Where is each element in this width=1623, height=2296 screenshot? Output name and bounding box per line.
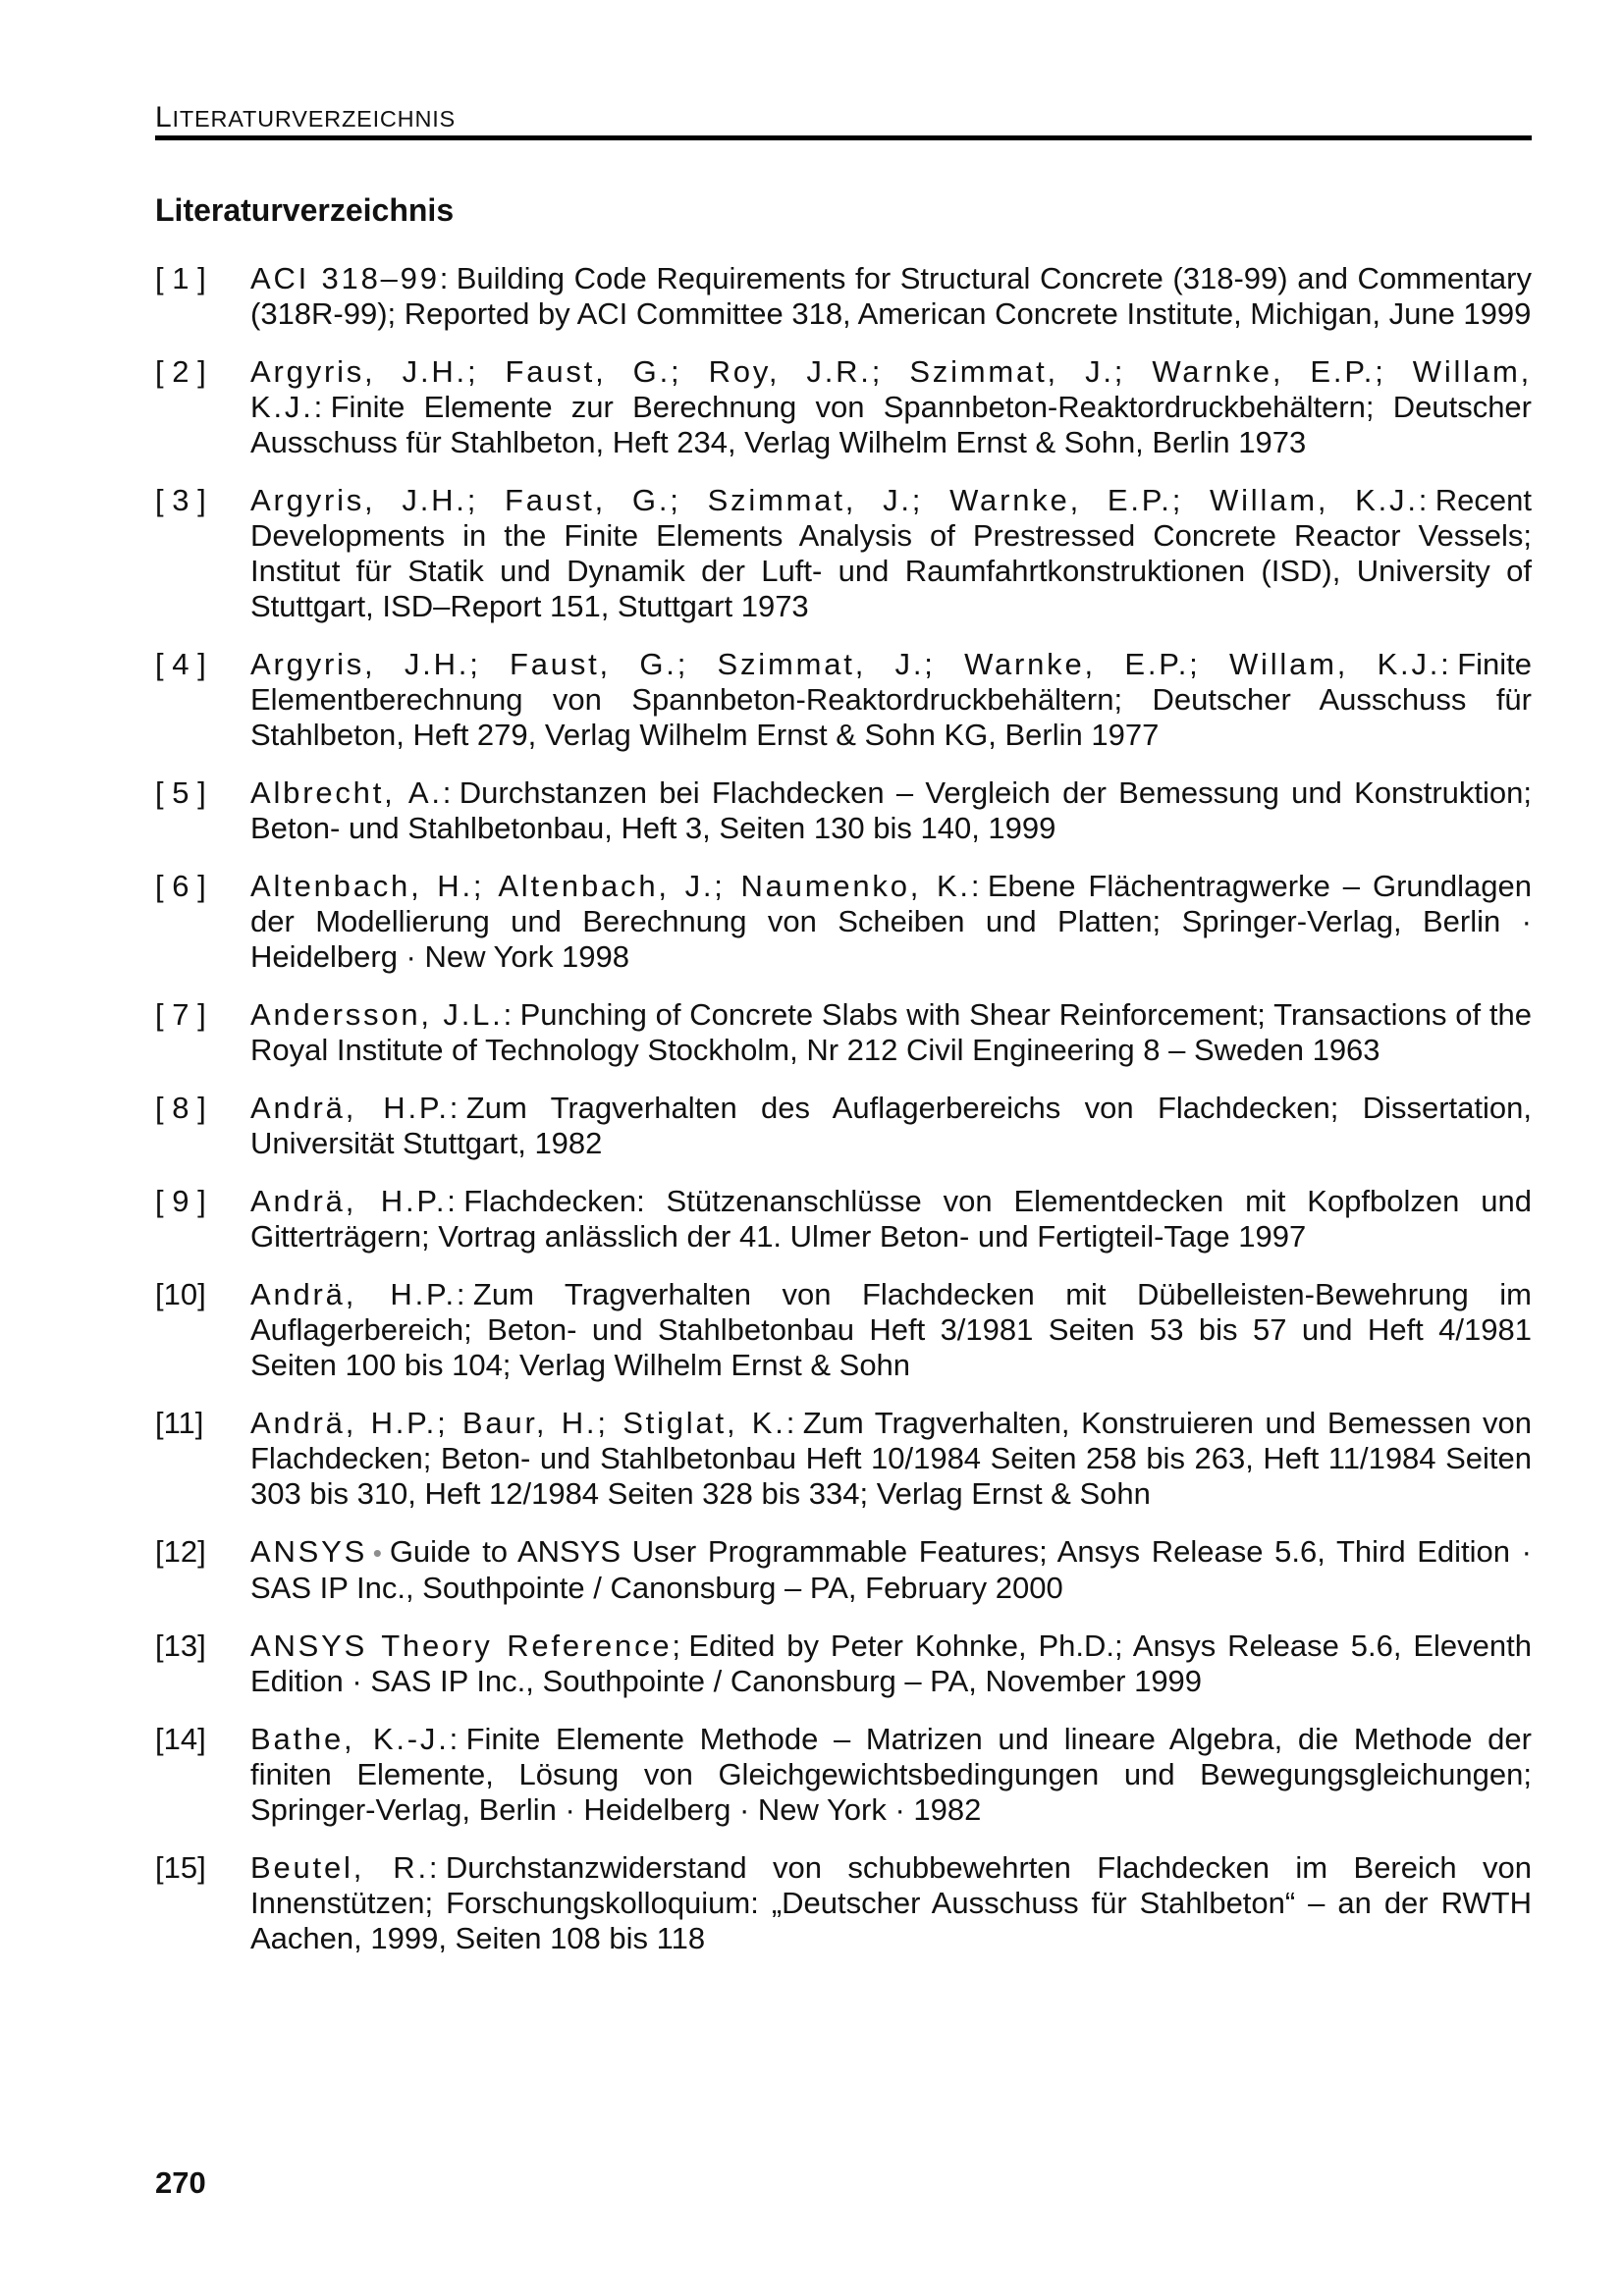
reference-number: [ 1 ] <box>155 261 206 295</box>
reference-item <box>155 1091 1532 1161</box>
page-number: 270 <box>155 2165 206 2200</box>
reference-number: [ 9 ] <box>155 1184 206 1218</box>
reference-text <box>250 1850 1532 1956</box>
reference-authors: Beutel, R.: <box>250 1850 441 1885</box>
reference-body: Finite Elemente zur Berechnung von Spannbeton-Reaktordruckbehältern; Deutscher Ausschuss für Stahlbeton, Heft 234, Verlag Wilhelm Ernst & Sohn, Berlin 1973 <box>250 390 1532 459</box>
reference-body: Finite Elementberechnung von Spannbeton-Reaktordruckbehältern; Deutscher Ausschuss für Stahlbeton, Heft 279, Verlag Wilhelm Ernst & Sohn KG, Berlin 1977 <box>250 647 1532 752</box>
reference-authors: Andersson, J.L.: <box>250 997 514 1032</box>
reference-number: [13] <box>155 1629 206 1663</box>
header-divider <box>155 135 1532 140</box>
reference-body: Finite Elemente Methode – Matrizen und lineare Algebra, die Methode der finiten Elemente, Lösung von Gleichgewichtsbedingungen und Bewegungsgleichungen; Springer-Verlag, Berlin · Heidelberg · New York · 1982 <box>250 1722 1532 1827</box>
reference-authors: Argyris, J.H.; Faust, G.; Szimmat, J.; Warnke, E.P.; Willam, K.J.: <box>250 483 1431 517</box>
reference-body: Zum Tragverhalten des Auflagerbereichs von Flachdecken; Dissertation, Universität Stuttgart, 1982 <box>250 1091 1532 1160</box>
reference-item <box>155 1722 1532 1828</box>
reference-body: Flachdecken: Stützenanschlüsse von Elementdecken mit Kopfbolzen und Gitterträgern; Vortrag anlässlich der 41. Ulmer Beton- und Fertigteil-Tage 1997 <box>250 1184 1532 1254</box>
reference-item <box>155 261 1532 332</box>
reference-authors: Argyris, J.H.; Faust, G.; Szimmat, J.; Warnke, E.P.; Willam, K.J.: <box>250 647 1452 681</box>
reference-authors: ANSYS Theory Reference; <box>250 1629 683 1663</box>
reference-text <box>250 1629 1532 1699</box>
reference-text <box>250 1534 1532 1606</box>
reference-item <box>155 1534 1532 1606</box>
reference-authors: Andrä, H.P.; Baur, H.; Stiglat, K.: <box>250 1406 798 1440</box>
page-title: Literaturverzeichnis <box>155 192 455 228</box>
reference-item <box>155 997 1532 1068</box>
reference-number: [ 6 ] <box>155 869 206 903</box>
reference-item <box>155 775 1532 846</box>
reference-text <box>250 1277 1532 1383</box>
reference-body: Zum Tragverhalten, Konstruieren und Bemessen von Flachdecken; Beton- und Stahlbetonbau Heft 10/1984 Seiten 258 bis 263, Heft 11/1984 Seiten 303 bis 310, Heft 12/1984 Seiten 328 bis 334; Verlag Ernst & Sohn <box>250 1406 1532 1511</box>
reference-text <box>250 1184 1532 1255</box>
reference-text <box>250 354 1532 460</box>
reference-number: [ 2 ] <box>155 354 206 389</box>
reference-number: [15] <box>155 1850 206 1885</box>
reference-number: [12] <box>155 1534 206 1569</box>
reference-body: Guide to ANSYS User Programmable Features; Ansys Release 5.6, Third Edition · SAS IP Inc., Southpointe / Canonsburg – PA, February 2000 <box>250 1534 1532 1605</box>
reference-authors: Altenbach, H.; Altenbach, J.; Naumenko, K.: <box>250 869 983 903</box>
reference-authors: Albrecht, A.: <box>250 775 455 810</box>
reference-body: Durchstanzwiderstand von schubbewehrten Flachdecken im Bereich von Innenstützen; Forschungskolloquium: „Deutscher Ausschuss für Stahlbeton“ – an der RWTH Aachen, 1999, Seiten 108 bis 118 <box>250 1850 1532 1955</box>
reference-body: Durchstanzen bei Flachdecken – Vergleich der Bemessung und Konstruktion; Beton- und Stahlbetonbau, Heft 3, Seiten 130 bis 140, 1999 <box>250 775 1532 845</box>
reference-item <box>155 354 1532 460</box>
reference-text <box>250 1091 1532 1161</box>
reference-item <box>155 1850 1532 1956</box>
reference-item <box>155 1406 1532 1512</box>
bullet-separator-icon: • <box>372 1538 382 1568</box>
reference-text <box>250 869 1532 975</box>
reference-body: Edited by Peter Kohnke, Ph.D.; Ansys Release 5.6, Eleventh Edition · SAS IP Inc., Southpointe / Canonsburg – PA, November 1999 <box>250 1629 1532 1698</box>
reference-authors: Bathe, K.-J.: <box>250 1722 461 1756</box>
reference-text <box>250 1406 1532 1512</box>
reference-list <box>155 261 1532 1979</box>
reference-authors: ANSYS <box>250 1534 368 1569</box>
reference-body: Recent Developments in the Finite Elements Analysis of Prestressed Concrete Reactor Vessels; Institut für Statik und Dynamik der Luft- und Raumfahrtkonstruktionen (ISD), University of Stuttgart, ISD–Report 151, Stuttgart 1973 <box>250 483 1532 623</box>
reference-number: [14] <box>155 1722 206 1756</box>
reference-number: [10] <box>155 1277 206 1311</box>
reference-authors: Andrä, H.P.: <box>250 1091 461 1125</box>
reference-text <box>250 775 1532 846</box>
reference-item <box>155 1277 1532 1383</box>
reference-item <box>155 869 1532 975</box>
reference-body: Zum Tragverhalten von Flachdecken mit Dübelleisten-Bewehrung im Auflagerbereich; Beton- und Stahlbetonbau Heft 3/1981 Seiten 53 bis 57 und Heft 4/1981 Seiten 100 bis 104; Verlag Wilhelm Ernst & Sohn <box>250 1277 1532 1382</box>
reference-body: Ebene Flächentragwerke – Grundlagen der Modellierung und Berechnung von Scheiben und Platten; Springer-Verlag, Berlin · Heidelberg · New York 1998 <box>250 869 1532 974</box>
reference-text <box>250 997 1532 1068</box>
reference-number: [ 4 ] <box>155 647 206 681</box>
reference-authors: Andrä, H.P.: <box>250 1184 459 1218</box>
reference-authors: ACI 318–99: <box>250 261 452 295</box>
reference-item <box>155 483 1532 624</box>
reference-body: Building Code Requirements for Structural Concrete (318-99) and Commentary (318R-99); Reported by ACI Committee 318, American Concrete Institute, Michigan, June 1999 <box>250 261 1532 331</box>
reference-item <box>155 1184 1532 1255</box>
reference-text <box>250 483 1532 624</box>
running-head: LITERATURVERZEICHNIS <box>155 101 457 133</box>
reference-number: [ 3 ] <box>155 483 206 517</box>
reference-authors: Andrä, H.P.: <box>250 1277 468 1311</box>
reference-body: Punching of Concrete Slabs with Shear Reinforcement; Transactions of the Royal Institute of Technology Stockholm, Nr 212 Civil Engineering 8 – Sweden 1963 <box>250 997 1532 1067</box>
reference-text <box>250 647 1532 753</box>
reference-text <box>250 261 1532 332</box>
reference-text <box>250 1722 1532 1828</box>
reference-item <box>155 1629 1532 1699</box>
reference-number: [11] <box>155 1406 204 1440</box>
reference-item <box>155 647 1532 753</box>
reference-number: [ 8 ] <box>155 1091 206 1125</box>
reference-number: [ 5 ] <box>155 775 206 810</box>
reference-number: [ 7 ] <box>155 997 206 1032</box>
reference-authors: Argyris, J.H.; Faust, G.; Roy, J.R.; Szimmat, J.; Warnke, E.P.; Willam, K.J.: <box>250 354 1532 424</box>
